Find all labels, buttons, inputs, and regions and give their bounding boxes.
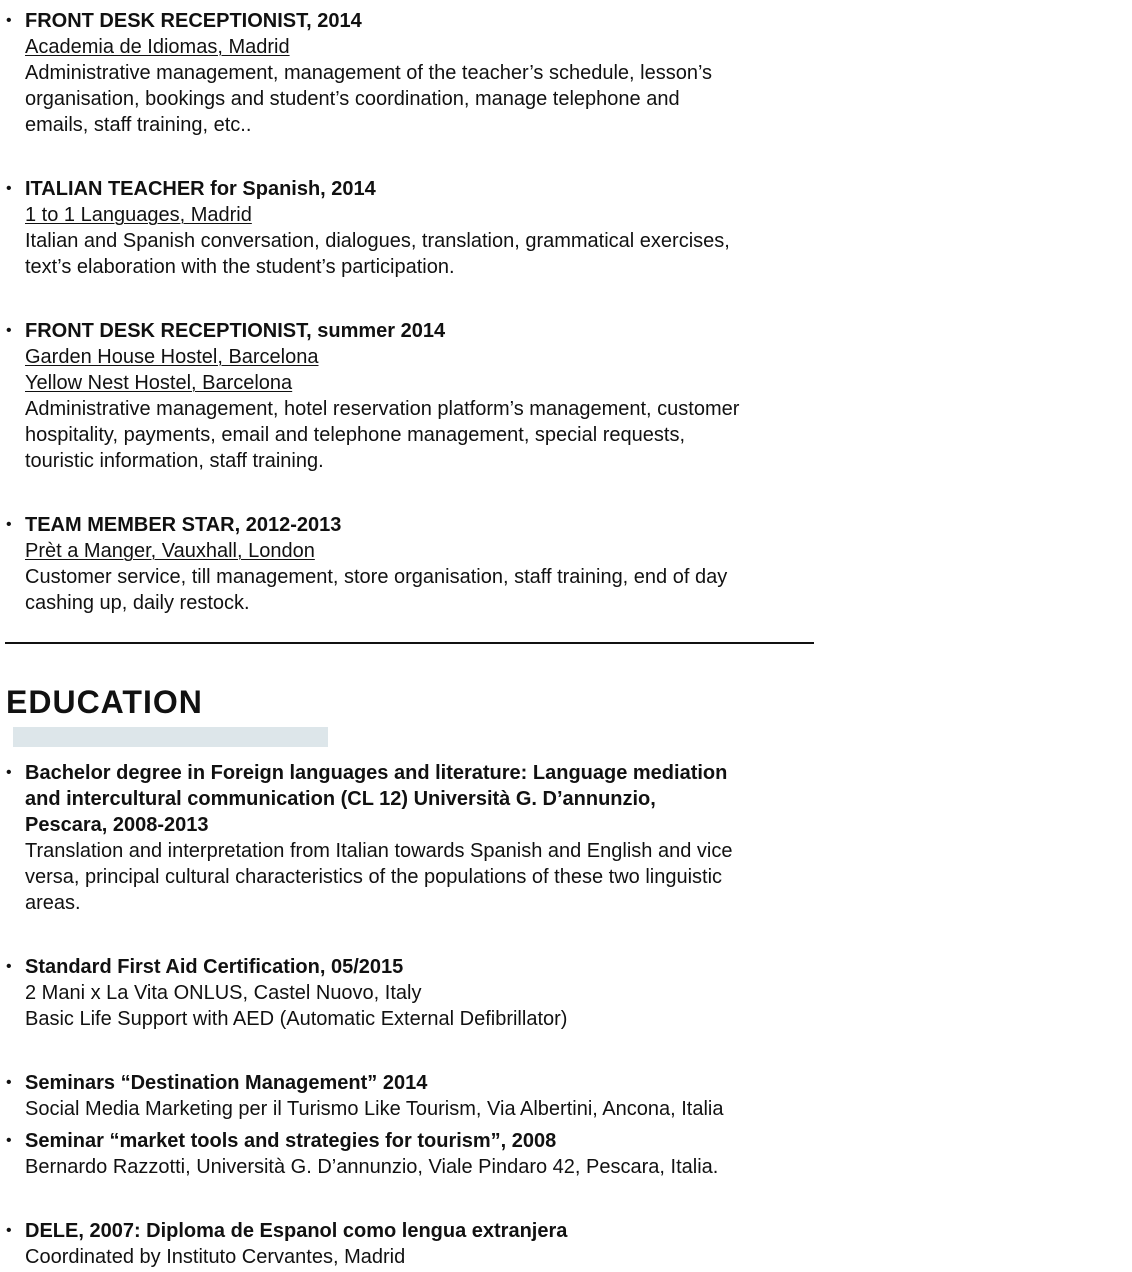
education-title-line: Seminar “market tools and strategies for tourism”, 2008 bbox=[25, 1130, 557, 1152]
education-title-line: Seminars “Destination Management” 2014 bbox=[25, 1072, 428, 1094]
job-description-line: hospitality, payments, email and telephone management, special requests, bbox=[25, 424, 686, 446]
education-title-line: DELE, 2007: Diploma de Espanol como lengua extranjera bbox=[25, 1220, 568, 1242]
bullet-icon: • bbox=[6, 322, 12, 339]
employer-link[interactable]: Yellow Nest Hostel, Barcelona bbox=[25, 372, 293, 394]
bullet-icon: • bbox=[6, 12, 12, 29]
bullet-icon: • bbox=[6, 1222, 12, 1239]
education-description-line: versa, principal cultural characteristics of the populations of these two linguistic bbox=[25, 866, 723, 888]
job-description-line: Administrative management, management of the teacher’s schedule, lesson’s bbox=[25, 62, 713, 84]
job-title: FRONT DESK RECEPTIONIST, 2014 bbox=[25, 10, 362, 32]
section-divider bbox=[5, 642, 814, 644]
bullet-icon: • bbox=[6, 180, 12, 197]
job-description-line: text’s elaboration with the student’s participation. bbox=[25, 256, 455, 278]
job-title: FRONT DESK RECEPTIONIST, summer 2014 bbox=[25, 320, 446, 342]
job-description-line: emails, staff training, etc.. bbox=[25, 114, 252, 136]
education-heading: EDUCATION bbox=[6, 684, 203, 720]
job-title: ITALIAN TEACHER for Spanish, 2014 bbox=[25, 178, 376, 200]
job-description-line: cashing up, daily restock. bbox=[25, 592, 250, 614]
education-description-line: 2 Mani x La Vita ONLUS, Castel Nuovo, Italy bbox=[25, 982, 422, 1004]
education-description-line: Social Media Marketing per il Turismo Like Tourism, Via Albertini, Ancona, Italia bbox=[25, 1098, 724, 1120]
employer-link[interactable]: Academia de Idiomas, Madrid bbox=[25, 36, 290, 58]
job-description-line: touristic information, staff training. bbox=[25, 450, 324, 472]
education-description-line: Translation and interpretation from Italian towards Spanish and English and vice bbox=[25, 840, 733, 862]
employer-link[interactable]: 1 to 1 Languages, Madrid bbox=[25, 204, 252, 226]
education-title-line: and intercultural communication (CL 12) Università G. D’annunzio, bbox=[25, 788, 656, 810]
bullet-icon: • bbox=[6, 958, 12, 975]
education-title-line: Standard First Aid Certification, 05/2015 bbox=[25, 956, 404, 978]
employer-link[interactable]: Prèt a Manger, Vauxhall, London bbox=[25, 540, 315, 562]
education-title-line: Bachelor degree in Foreign languages and literature: Language mediation bbox=[25, 762, 728, 784]
heading-underline-bar bbox=[13, 727, 328, 747]
education-description-line: Coordinated by Instituto Cervantes, Madrid bbox=[25, 1246, 406, 1268]
education-description-line: Basic Life Support with AED (Automatic External Defibrillator) bbox=[25, 1008, 568, 1030]
job-description-line: organisation, bookings and student’s coordination, manage telephone and bbox=[25, 88, 680, 110]
bullet-icon: • bbox=[6, 1132, 12, 1149]
bullet-icon: • bbox=[6, 516, 12, 533]
job-description-line: Italian and Spanish conversation, dialogues, translation, grammatical exercises, bbox=[25, 230, 730, 252]
job-title: TEAM MEMBER STAR, 2012-2013 bbox=[25, 514, 342, 536]
bullet-icon: • bbox=[6, 1074, 12, 1091]
education-title-line: Pescara, 2008-2013 bbox=[25, 814, 209, 836]
education-description-line: areas. bbox=[25, 892, 81, 914]
education-description-line: Bernardo Razzotti, Università G. D’annunzio, Viale Pindaro 42, Pescara, Italia. bbox=[25, 1156, 719, 1178]
bullet-icon: • bbox=[6, 764, 12, 781]
employer-link[interactable]: Garden House Hostel, Barcelona bbox=[25, 346, 319, 368]
job-description-line: Customer service, till management, store organisation, staff training, end of day bbox=[25, 566, 728, 588]
job-description-line: Administrative management, hotel reservation platform’s management, customer bbox=[25, 398, 740, 420]
